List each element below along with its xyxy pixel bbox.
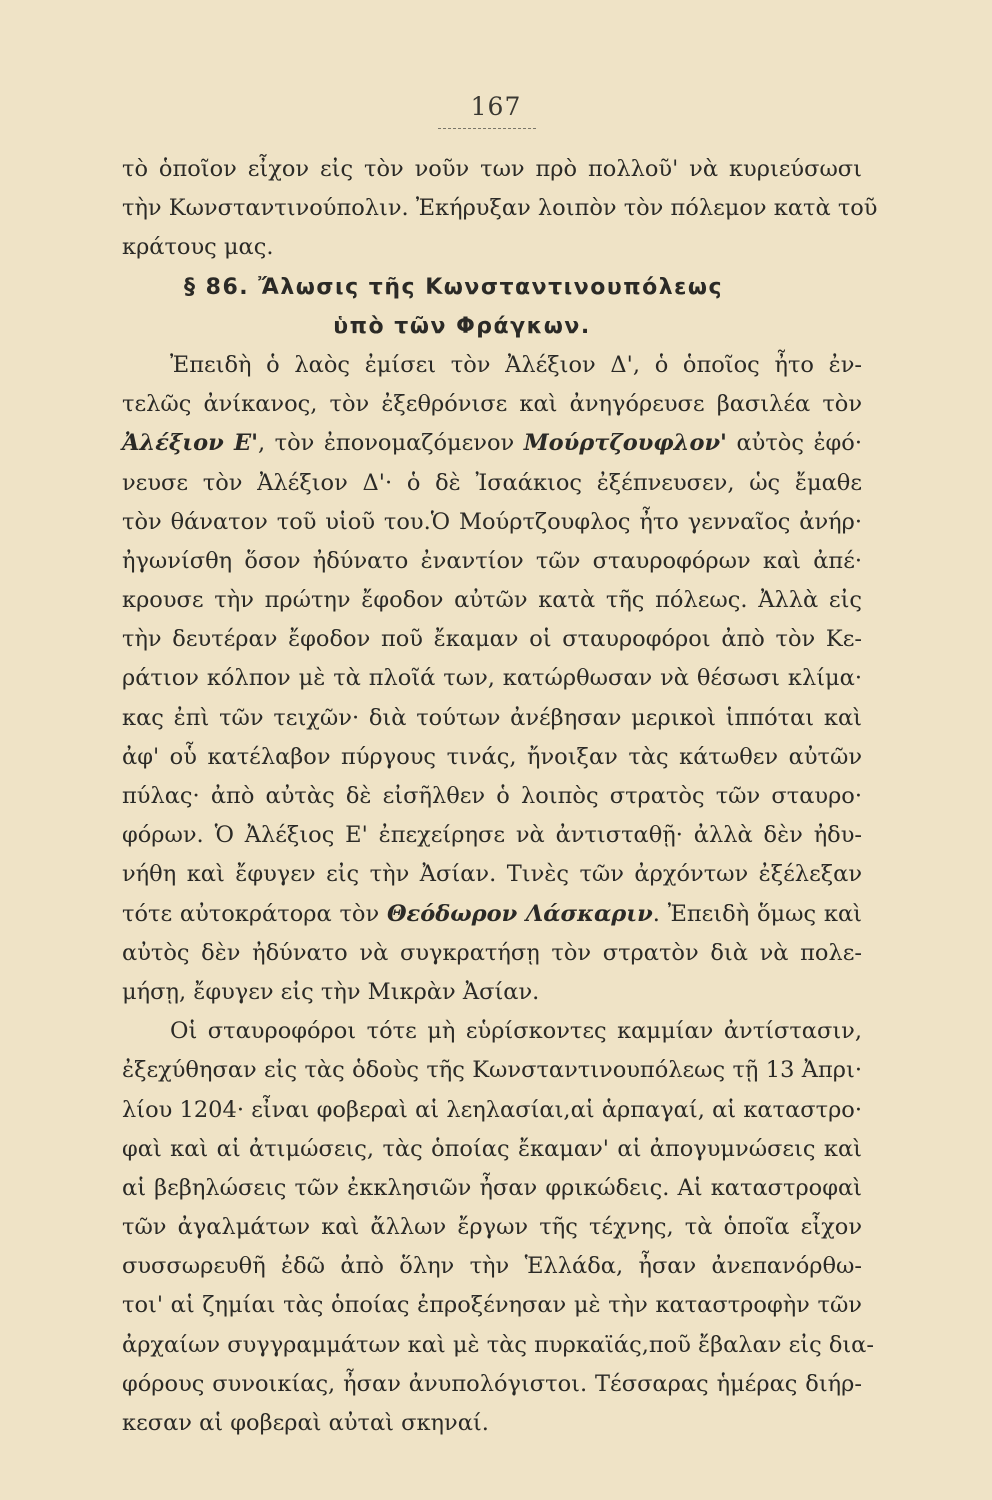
text-line: Ἐπειδὴ ὁ λαὸς ἐμίσει τὸν Ἀλέξιον Δ', ὁ ὁποῖος ἦτο ἐν- <box>170 351 862 378</box>
text-line: κρουσε τὴν πρώτην ἔφοδον αὐτῶν κατὰ τῆς πόλεως. Ἀλλὰ εἰς <box>122 587 862 614</box>
text-run: τότε αὐτοκράτορα τὸν <box>122 900 387 927</box>
emphasized-name: Μούρτζουφλον' <box>523 430 727 457</box>
text-line: αὐτὸς δὲν ἠδύνατο νὰ συγκρατήσῃ τὸν στρατὸν διὰ νὰ πολε- <box>122 939 862 966</box>
section-heading: § 86. Ἄλωσις τῆς Κωνσταντινουπόλεως <box>184 274 724 300</box>
page-number: 167 <box>470 92 522 121</box>
text-line: αἱ βεβηλώσεις τῶν ἐκκλησιῶν ἦσαν φρικώδεις. Αἱ καταστροφαὶ <box>122 1174 862 1201</box>
text-line: φόρους συνοικίας, ἦσαν ἀνυπολόγιστοι. Τέσσαρας ἡμέρας διήρ- <box>122 1370 862 1397</box>
text-line: τὸ ὁποῖον εἶχον εἰς τὸν νοῦν των πρὸ πολλοῦ' νὰ κυριεύσωσι <box>122 156 862 182</box>
text-line: τὸν θάνατον τοῦ υἱοῦ του.Ὁ Μούρτζουφλος ἦτο γενναῖος ἀνήρ· <box>122 508 862 535</box>
text-line <box>122 424 862 463</box>
text-line: ἀφ' οὗ κατέλαβον πύργους τινάς, ἤνοιξαν τὰς κάτωθεν αὐτῶν <box>122 743 862 770</box>
text-line: συσσωρευθῆ ἐδῶ ἀπὸ ὅλην τὴν Ἑλλάδα, ἦσαν ἀνεπανόρθω- <box>122 1253 862 1280</box>
text-line: πύλας· ἀπὸ αὐτὰς δὲ εἰσῆλθεν ὁ λοιπὸς στρατὸς τῶν σταυρο· <box>122 783 862 809</box>
text-line: κεσαν αἱ φοβεραὶ αὐταὶ σκηναί. <box>122 1410 489 1436</box>
text-line: φόρων. Ὁ Ἀλέξιος Ε' ἐπεχείρησε νὰ ἀντισταθῇ· ἀλλὰ δὲν ἠδυ- <box>122 822 862 849</box>
text-line: ἐξεχύθησαν εἰς τὰς ὁδοὺς τῆς Κωνσταντινουπόλεως τῇ 13 Ἀπρι· <box>122 1057 862 1084</box>
text-line: ἠγωνίσθη ὅσον ἠδύνατο ἐναντίον τῶν σταυροφόρων καὶ ἀπέ· <box>122 547 862 574</box>
text-line: τὴν Κωνσταντινούπολιν. Ἐκήρυξαν λοιπὸν τὸν πόλεμον κατὰ τοῦ <box>122 195 878 222</box>
text-run: , τὸν ἐπονομαζόμενον <box>257 430 524 457</box>
text-line: μήσῃ, ἔφυγεν εἰς τὴν Μικρὰν Ἀσίαν. <box>122 978 540 1005</box>
text-line: τὴν δευτέραν ἔφοδον ποῦ ἔκαμαν οἱ σταυροφόροι ἀπὸ τὸν Κε- <box>122 626 862 653</box>
text-line: ἀρχαίων συγγραμμάτων καὶ μὲ τὰς πυρκαϊάς,ποῦ ἔβαλαν εἰς δια- <box>122 1331 874 1358</box>
text-line: τῶν ἀγαλμάτων καὶ ἄλλων ἔργων τῆς τέχνης, τὰ ὁποῖα εἶχον <box>122 1214 862 1241</box>
emphasized-name: Ἀλέξιον Ε' <box>122 430 258 457</box>
emphasized-name: Θεόδωρον Λάσκαριν <box>386 900 653 927</box>
text-line: φαὶ καὶ αἱ ἀτιμώσεις, τὰς ὁποίας ἔκαμαν' αἱ ἀπογυμνώσεις καὶ <box>122 1135 862 1162</box>
text-line: κράτους μας. <box>122 234 274 261</box>
text-line: τοι' αἱ ζημίαι τὰς ὁποίας ἐπροξένησαν μὲ τὴν καταστροφὴν τῶν <box>122 1292 862 1319</box>
text-line: τελῶς ἀνίκανος, τὸν ἐξεθρόνισε καὶ ἀνηγόρευσε βασιλέα τὸν <box>122 391 862 418</box>
page-number-rule <box>438 128 536 129</box>
text-line: νήθη καὶ ἔφυγεν εἰς τὴν Ἀσίαν. Τινὲς τῶν ἀρχόντων ἐξέλεξαν <box>122 861 862 888</box>
text-line: ράτιον κόλπον μὲ τὰ πλοῖά των, κατώρθωσαν νὰ θέσωσι κλίμα· <box>122 665 862 692</box>
text-line: λίου 1204· εἶναι φοβεραὶ αἱ λεηλασίαι,αἱ ἁρπαγαί, αἱ καταστρο· <box>122 1096 862 1123</box>
text-line: κας ἐπὶ τῶν τειχῶν· διὰ τούτων ἀνέβησαν μερικοὶ ἱππόται καὶ <box>122 704 862 731</box>
text-line <box>122 895 862 934</box>
section-heading-continued: ὑπὸ τῶν Φράγκων. <box>333 313 591 339</box>
text-line: Οἱ σταυροφόροι τότε μὴ εὑρίσκοντες καμμίαν ἀντίστασιν, <box>170 1018 862 1045</box>
body-text <box>122 150 878 1443</box>
text-line: νευσε τὸν Ἀλέξιον Δ'· ὁ δὲ Ἰσαάκιος ἐξέπνευσεν, ὡς ἔμαθε <box>122 469 862 496</box>
text-run: αὐτὸς ἐφό· <box>726 430 862 457</box>
text-run: . Ἐπειδὴ ὅμως καὶ <box>652 900 862 927</box>
